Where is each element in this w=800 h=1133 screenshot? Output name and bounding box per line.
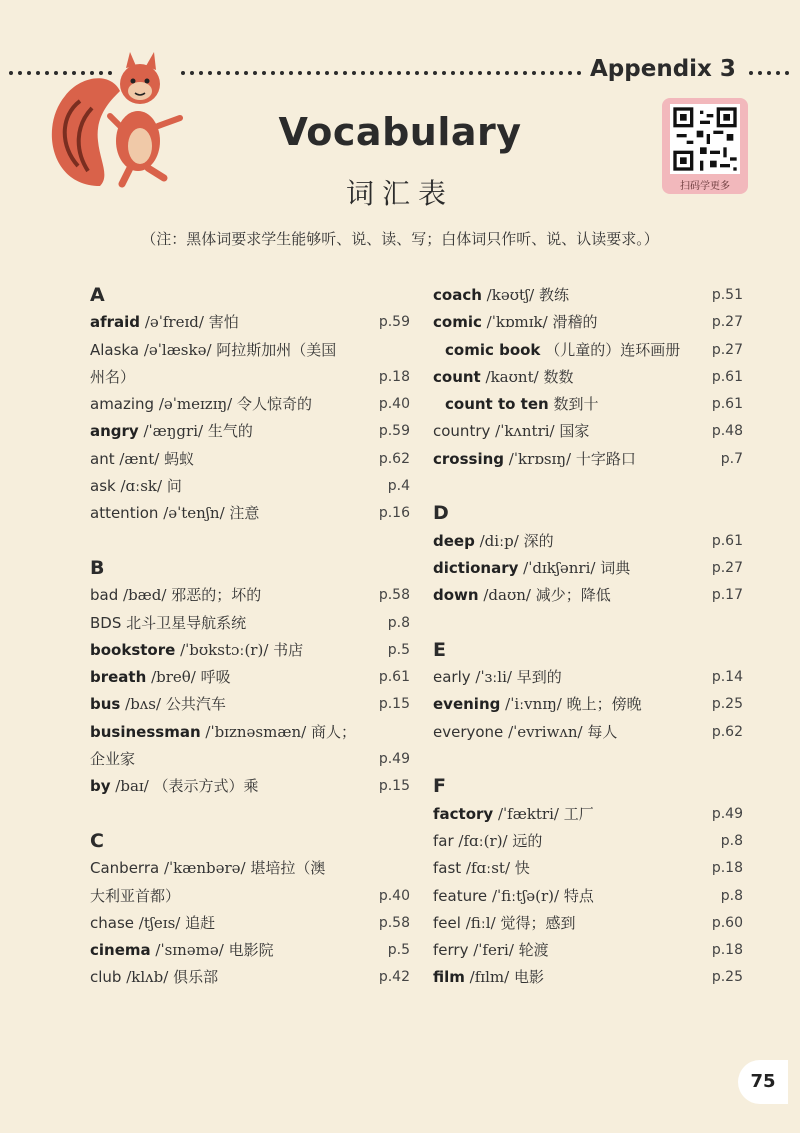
vocab-entry (433, 391, 743, 418)
vocab-page-ref: p.17 (711, 587, 743, 604)
vocab-page-ref: p.42 (378, 969, 410, 986)
vocab-phonetic: /fɑː(r)/ (458, 831, 508, 850)
vocab-word: bad (90, 586, 119, 605)
vocab-page-ref: p.15 (378, 778, 410, 795)
vocab-entry (90, 364, 410, 391)
vocab-phonetic: /ˈkʌntri/ (495, 422, 555, 441)
vocab-word: feel (433, 913, 461, 932)
vocab-word: amazing (90, 395, 155, 414)
vocab-entry (90, 391, 410, 418)
vocab-entry (433, 664, 743, 691)
vocab-page-ref: p.25 (711, 969, 743, 986)
vocab-phonetic: /ˈferi/ (473, 941, 514, 960)
vocab-page-ref: p.15 (378, 696, 410, 713)
vocab-word: businessman (90, 722, 201, 741)
vocab-phonetic: /diːp/ (479, 531, 519, 550)
vocab-entry (90, 773, 410, 800)
vocab-word: count to ten (445, 395, 549, 414)
vocab-meaning: 教练 (538, 286, 569, 304)
vocab-phonetic: /kaʊnt/ (485, 367, 539, 386)
section-letter (90, 282, 410, 309)
vocab-word: bus (90, 695, 121, 714)
vocab-entry (433, 337, 743, 364)
vocabulary-column-left (90, 282, 410, 992)
section-letter-text: E (433, 638, 446, 661)
vocab-phonetic: /fiːl/ (465, 913, 496, 932)
vocab-meaning: 俱乐部 (173, 968, 219, 987)
vocab-meaning: 追赶 (185, 913, 216, 932)
vocab-phonetic: /fɪlm/ (469, 968, 510, 987)
vocab-meaning: （表示方式）乘 (153, 777, 259, 796)
vocab-entry (90, 855, 410, 882)
vocab-word: country (433, 422, 491, 441)
vocab-phonetic: /breθ/ (151, 668, 196, 687)
vocab-page-ref: p.59 (378, 423, 410, 440)
appendix-label: Appendix 3 (590, 56, 736, 82)
vocab-meaning: 觉得；感到 (500, 913, 576, 932)
section-letter-text: F (433, 775, 446, 798)
vocab-word: BDS (90, 613, 122, 632)
vocab-entry (90, 637, 410, 664)
vocab-phonetic: /ˈevriwʌn/ (508, 722, 583, 741)
vocab-page-ref: p.40 (378, 887, 410, 904)
vocab-phonetic: /ˈbɪznəsmæn/ (205, 722, 307, 741)
qr-code-box[interactable] (662, 98, 748, 194)
vocab-entry (90, 418, 410, 445)
vocab-page-ref: p.48 (711, 423, 743, 440)
vocab-meaning: （儿童的）连环画册 (545, 340, 681, 359)
vocab-meaning: 晚上；傍晚 (566, 695, 642, 714)
vocab-meaning: 轮渡 (518, 941, 549, 960)
section-spacer (433, 746, 743, 773)
vocab-entry (433, 855, 743, 882)
vocab-entry (90, 964, 410, 991)
vocabulary-column-right (433, 282, 743, 992)
vocab-phonetic: /ˈkænbərə/ (163, 859, 246, 878)
vocab-page-ref: p.8 (720, 887, 743, 904)
vocab-word: attention (90, 504, 159, 523)
vocab-phonetic: /ˈɜːli/ (475, 668, 512, 687)
vocab-phonetic: /ˈæŋgri/ (143, 422, 204, 441)
vocab-word: everyone (433, 722, 504, 741)
vocab-entry (433, 309, 743, 336)
vocab-meaning: 每人 (587, 722, 618, 741)
vocab-meaning: 深的 (523, 531, 554, 550)
vocab-page-ref: p.4 (387, 478, 410, 495)
vocab-word: angry (90, 422, 139, 441)
header-dots-middle (180, 70, 585, 76)
vocab-meaning: 减少；降低 (535, 586, 611, 605)
vocab-page-ref: p.58 (378, 587, 410, 604)
vocab-entry (90, 309, 410, 336)
vocab-page-ref: p.25 (711, 696, 743, 713)
vocab-word: far (433, 831, 454, 850)
vocab-entry (433, 964, 743, 991)
section-letter-text: A (90, 284, 105, 306)
section-letter (433, 637, 743, 664)
vocab-entry (90, 337, 410, 364)
vocab-page-ref: p.27 (711, 559, 743, 576)
vocab-page-ref: p.27 (711, 341, 743, 358)
page-number: 75 (738, 1060, 788, 1104)
vocab-entry (90, 746, 410, 773)
vocab-page-ref: p.5 (387, 641, 410, 658)
vocab-page-ref: p.40 (378, 396, 410, 413)
vocab-meaning: 书店 (273, 640, 304, 659)
vocab-entry (433, 828, 743, 855)
vocab-page-ref: p.61 (711, 396, 743, 413)
vocab-meaning: 远的 (512, 831, 543, 850)
vocab-phonetic: /bæd/ (123, 586, 167, 605)
vocab-meaning: 邪恶的；坏的 (171, 586, 262, 605)
vocab-meaning: 呼吸 (200, 668, 231, 687)
vocab-entry (433, 364, 743, 391)
vocab-meaning: 注意 (229, 504, 260, 523)
vocab-entry (90, 664, 410, 691)
vocab-entry (433, 691, 743, 718)
vocab-phonetic: /ɑːsk/ (120, 477, 163, 496)
vocab-word: comic (433, 313, 482, 332)
vocab-word: dictionary (433, 558, 519, 577)
vocab-meaning: 早到的 (516, 668, 562, 687)
vocab-word: feature (433, 886, 488, 905)
vocab-meaning: 词典 (600, 558, 631, 577)
usage-note: （注：黑体词要求学生能够听、说、读、写；白体词只作听、说、认读要求。） (141, 230, 659, 248)
section-spacer (90, 801, 410, 828)
vocab-word: comic book (445, 340, 541, 359)
vocab-entry (90, 937, 410, 964)
vocab-meaning: 电影院 (228, 941, 274, 960)
vocab-entry (433, 582, 743, 609)
vocab-word: bookstore (90, 640, 176, 659)
vocab-entry (90, 910, 410, 937)
vocab-page-ref: p.27 (711, 314, 743, 331)
vocab-meaning: 企业家 (90, 750, 136, 769)
vocab-word: by (90, 777, 111, 796)
vocab-word: early (433, 668, 471, 687)
vocab-entry (90, 883, 410, 910)
vocab-entry (90, 691, 410, 718)
vocab-meaning: 堪培拉（澳 (250, 859, 326, 878)
section-letter (433, 500, 743, 527)
vocab-phonetic: /ˈkɒmɪk/ (486, 313, 548, 332)
vocab-phonetic: /əˈtenʃn/ (163, 504, 225, 523)
vocab-meaning: 害怕 (208, 313, 239, 332)
vocab-phonetic: /fɑːst/ (465, 859, 510, 878)
vocab-meaning: 蚂蚁 (164, 449, 195, 468)
vocab-entry (433, 937, 743, 964)
vocab-entry (90, 719, 410, 746)
qr-code-icon (670, 104, 740, 174)
vocab-entry (433, 282, 743, 309)
section-letter (90, 555, 410, 582)
vocab-phonetic: /ˈdɪkʃənri/ (523, 558, 596, 577)
vocab-phonetic: /klʌb/ (126, 968, 169, 987)
vocab-page-ref: p.14 (711, 669, 743, 686)
vocab-meaning: 公共汽车 (165, 695, 226, 714)
vocab-entry (90, 500, 410, 527)
vocab-page-ref: p.51 (711, 287, 743, 303)
vocab-word: club (90, 968, 122, 987)
section-spacer (433, 473, 743, 500)
vocab-entry (90, 610, 410, 637)
vocab-page-ref: p.49 (711, 805, 743, 822)
vocab-phonetic: /ˈsɪnəmə/ (155, 941, 224, 960)
section-spacer (433, 610, 743, 637)
section-spacer (90, 528, 410, 555)
vocab-word: ferry (433, 941, 469, 960)
vocab-entry (433, 446, 743, 473)
vocab-meaning: 大利亚首都） (90, 886, 181, 905)
vocab-word: afraid (90, 313, 141, 332)
vocab-meaning: 滑稽的 (552, 313, 598, 332)
header-dots-right (748, 70, 796, 76)
section-letter-text: B (90, 556, 105, 579)
vocab-page-ref: p.18 (378, 368, 410, 385)
vocab-page-ref: p.49 (378, 751, 410, 768)
vocab-word: count (433, 367, 481, 386)
vocab-meaning: 数到十 (553, 395, 599, 414)
vocab-word: fast (433, 859, 462, 878)
vocab-meaning: 州名） (90, 367, 136, 386)
vocab-word: chase (90, 913, 134, 932)
vocab-phonetic: /ˈkrɒsɪŋ/ (508, 449, 572, 468)
vocab-page-ref: p.62 (711, 723, 743, 740)
vocab-meaning: 电影 (513, 968, 544, 987)
vocab-page-ref: p.18 (711, 860, 743, 877)
page-title: Vocabulary (278, 110, 522, 154)
vocab-meaning: 十字路口 (575, 449, 636, 468)
vocab-phonetic: /əˈmeɪzɪŋ/ (158, 395, 233, 414)
vocab-phonetic: /baɪ/ (115, 777, 149, 796)
vocab-phonetic: /ˈbʊkstɔː(r)/ (180, 640, 269, 659)
vocab-word: evening (433, 695, 501, 714)
vocab-entry (433, 801, 743, 828)
vocab-word: ask (90, 477, 116, 496)
vocab-word: down (433, 586, 479, 605)
vocab-word: crossing (433, 449, 505, 468)
vocab-entry (90, 446, 410, 473)
vocab-phonetic: /əˈlæskə/ (143, 340, 212, 359)
section-letter (433, 773, 743, 800)
vocab-phonetic: /əˈfreɪd/ (144, 313, 204, 332)
vocab-page-ref: p.62 (378, 450, 410, 467)
vocab-word: Canberra (90, 859, 160, 878)
vocab-meaning: 问 (166, 477, 182, 496)
vocab-entry (433, 910, 743, 937)
vocab-phonetic: /ˈiːvnɪŋ/ (505, 695, 562, 714)
vocab-word: factory (433, 804, 494, 823)
vocab-word: cinema (90, 941, 151, 960)
vocab-page-ref: p.59 (378, 314, 410, 331)
vocab-phonetic: /daʊn/ (483, 586, 531, 605)
vocab-entry (90, 582, 410, 609)
vocab-page-ref: p.7 (720, 450, 743, 467)
vocab-entry (433, 719, 743, 746)
vocab-word: deep (433, 531, 475, 550)
vocab-entry (433, 883, 743, 910)
vocab-meaning: 商人； (310, 722, 356, 741)
vocab-word: coach (433, 286, 482, 304)
vocab-page-ref: p.8 (720, 832, 743, 849)
section-letter-text: C (90, 829, 104, 852)
vocab-page-ref: p.5 (387, 942, 410, 959)
vocab-page-ref: p.8 (387, 614, 410, 631)
vocab-page-ref: p.61 (711, 368, 743, 385)
vocab-page-ref: p.18 (711, 942, 743, 959)
vocab-phonetic: /tʃeɪs/ (138, 913, 181, 932)
vocab-word: ant (90, 449, 115, 468)
vocab-phonetic: /ˈfiːtʃə(r)/ (491, 886, 560, 905)
vocab-word: breath (90, 668, 147, 687)
vocab-phonetic: /ænt/ (119, 449, 160, 468)
vocab-meaning: 令人惊奇的 (237, 395, 313, 414)
vocab-page-ref: p.61 (378, 669, 410, 686)
vocab-phonetic: /ˈfæktri/ (497, 804, 559, 823)
vocab-page-ref: p.60 (711, 914, 743, 931)
vocab-page-ref: p.16 (378, 505, 410, 522)
vocab-meaning: 数数 (543, 367, 574, 386)
vocab-page-ref: p.58 (378, 914, 410, 931)
vocab-entry (90, 473, 410, 500)
vocab-meaning: 阿拉斯加州（美国 (216, 340, 337, 359)
vocab-meaning: 快 (514, 859, 530, 878)
vocab-phonetic: /bʌs/ (125, 695, 162, 714)
vocab-word: film (433, 968, 465, 987)
page-subtitle: 词汇表 (345, 177, 454, 210)
vocab-entry (433, 418, 743, 445)
vocab-word: Alaska (90, 340, 140, 359)
vocab-phonetic: /kəʊtʃ/ (486, 286, 535, 304)
section-letter (90, 828, 410, 855)
vocab-meaning: 北斗卫星导航系统 (126, 613, 247, 632)
vocab-page-ref: p.61 (711, 532, 743, 549)
qr-code-label: 扫码学更多 (680, 181, 730, 192)
vocab-entry (433, 528, 743, 555)
vocab-meaning: 生气的 (207, 422, 253, 441)
vocab-meaning: 特点 (563, 886, 594, 905)
vocab-meaning: 工厂 (563, 804, 594, 823)
section-letter-text: D (433, 502, 449, 525)
vocab-entry (433, 555, 743, 582)
vocab-meaning: 国家 (559, 422, 590, 441)
